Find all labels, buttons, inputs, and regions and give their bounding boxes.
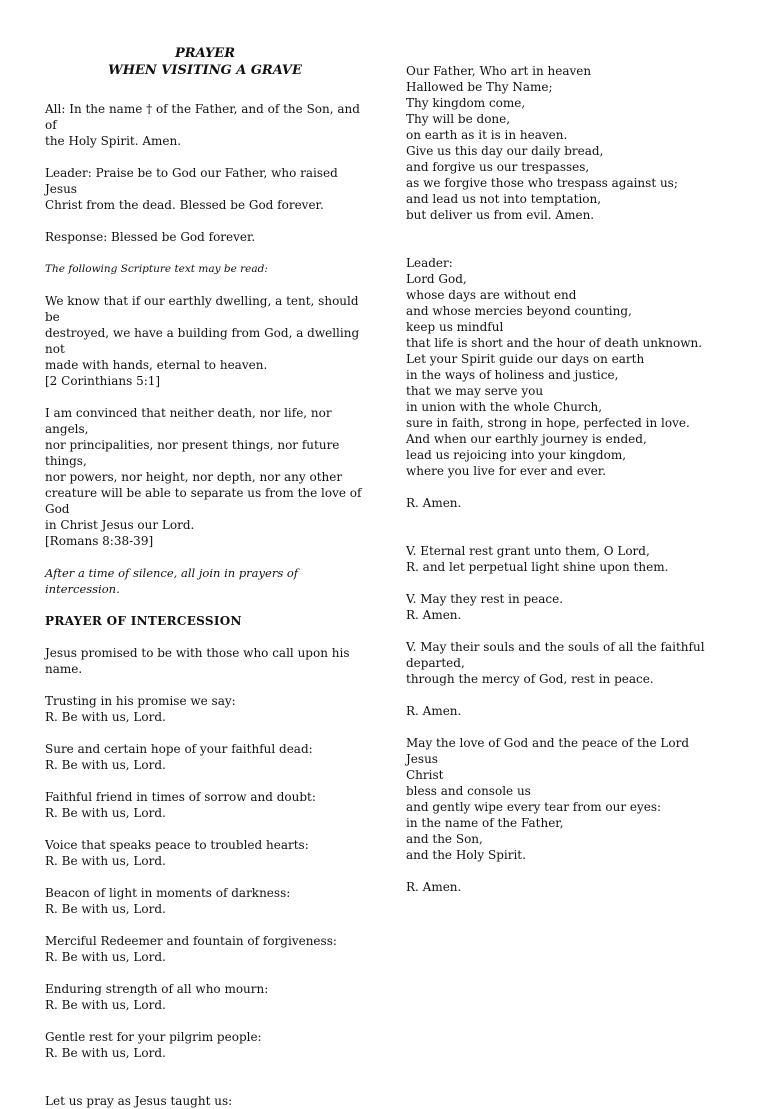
title-line-2: WHEN VISITING A GRAVE: [108, 63, 302, 78]
final-blessing: May the love of God and the peace of the Lord Jesus Christ bless and console us and gently wipe every tear from our eyes: in the name of the Father, and the Son, and the Holy Spirit.: [406, 736, 690, 862]
rest-in-peace: V. May they rest in peace. R. Amen.: [406, 592, 564, 622]
lords-prayer: Our Father, Who art in heaven Hallowed be Thy Name; Thy kingdom come, Thy will be done, on earth as it is in heaven. Give us this day our daily bread, and forgive us our trespasses, as we forgive those who trespass against us; and lead us not into temptation, but deliver us from evil. Amen.: [406, 64, 678, 222]
faithful-departed: V. May their souls and the souls of all the faithful departed, through the mercy of God, rest in peace.: [406, 640, 705, 686]
opening-invocation: All: In the name † of the Father, and of the Son, and of the Holy Spirit. Amen.: [45, 102, 360, 148]
intercession-intro: Jesus promised to be with those who call upon his name.: [45, 646, 350, 676]
leader-prayer: Leader: Lord God, whose days are without end and whose mercies beyond counting, keep us mindful that life is short and the hour of death unknown. Let your Spirit guide our days on earth in the ways of holiness and justice, that we may serve you in union with the whole Church, sure in faith, strong in hope, perfected in love. And when our earthly journey is ended, lead us rejoicing into your kingdom, where you live for ever and ever.: [406, 256, 703, 478]
leader-praise: Leader: Praise be to God our Father, who raised Jesus Christ from the dead. Blessed be God forever.: [45, 166, 338, 212]
scripture-corinthians: We know that if our earthly dwelling, a tent, should be destroyed, we have a building from God, a dwelling not made with hands, eternal to heaven. [2 Corinthians 5:1]: [45, 294, 360, 388]
response-amen: R. Amen.: [406, 880, 462, 894]
petition: Sure and certain hope of your faithful dead: R. Be with us, Lord.: [45, 742, 313, 772]
closing-invitation: Let us pray as Jesus taught us:: [45, 1094, 233, 1108]
intercession-heading: PRAYER OF INTERCESSION: [45, 614, 242, 628]
response-amen: R. Amen.: [406, 704, 462, 718]
right-column: [406, 63, 706, 895]
petition: Beacon of light in moments of darkness: R. Be with us, Lord.: [45, 886, 291, 916]
left-column: [45, 45, 365, 1109]
petition: Merciful Redeemer and fountain of forgiveness: R. Be with us, Lord.: [45, 934, 337, 964]
petition: Gentle rest for your pilgrim people: R. Be with us, Lord.: [45, 1030, 262, 1060]
petition: Trusting in his promise we say: R. Be with us, Lord.: [45, 694, 236, 724]
response-amen: R. Amen.: [406, 496, 462, 510]
eternal-rest: V. Eternal rest grant unto them, O Lord, R. and let perpetual light shine upon them.: [406, 544, 669, 574]
silence-note: After a time of silence, all join in prayers of intercession.: [45, 566, 299, 596]
document-title: [45, 45, 365, 79]
title-line-1: PRAYER: [174, 46, 235, 61]
petition: Enduring strength of all who mourn: R. Be with us, Lord.: [45, 982, 269, 1012]
petition: Faithful friend in times of sorrow and doubt: R. Be with us, Lord.: [45, 790, 316, 820]
scripture-romans: I am convinced that neither death, nor life, nor angels, nor principalities, nor present things, nor future things, nor powers, nor height, nor depth, nor any other creature will be able to separate us from the love of God in Christ Jesus our Lord. [Romans 8:38-39]: [45, 406, 362, 548]
response-text: Response: Blessed be God forever.: [45, 230, 256, 244]
scripture-note: The following Scripture text may be read:: [45, 263, 268, 275]
petition: Voice that speaks peace to troubled hearts: R. Be with us, Lord.: [45, 838, 309, 868]
